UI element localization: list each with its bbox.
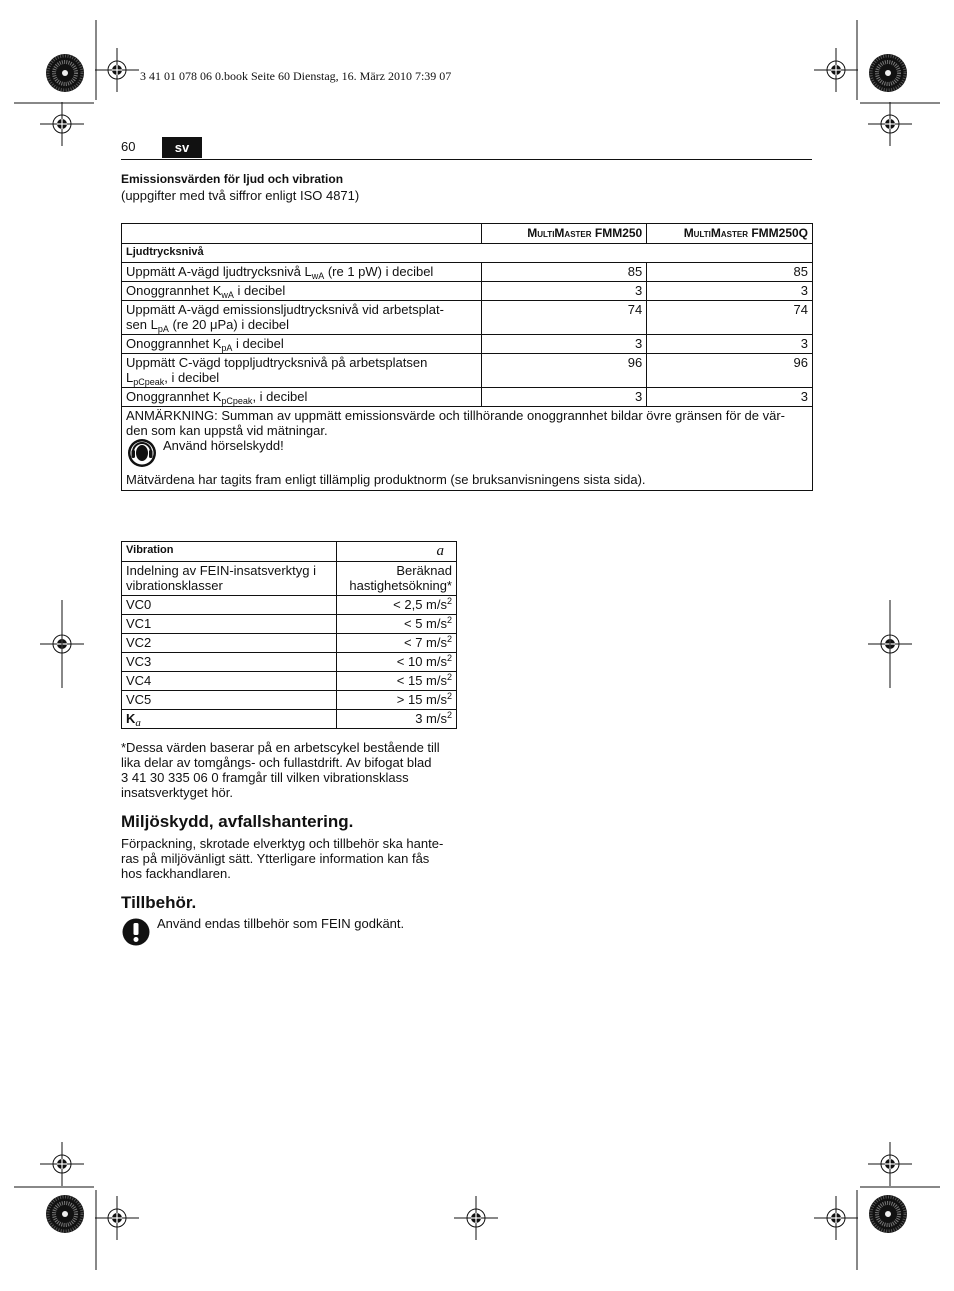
emission-title: Emissionsvärden för ljud och vibration [121,172,344,186]
section-row [122,244,813,263]
language-badge: sv [162,137,202,158]
table-row: VC3 < 10 $m/s^2$ [122,653,457,672]
table-row: Uppmätt A-vägd emissionsljudtrycksnivå vid arbetsplat- sen $L_{pA}$ (re 20 μPa) i decibel 74 74 [122,301,813,335]
note-line-1: ANMÄRKNING: Summan av uppmätt emissionsvärde och tillhörande onoggrannhet bildar övre gränsen för de vär- [126,408,785,423]
warning-exclamation-icon [122,918,150,946]
env-heading: Miljöskydd, avfallshantering. [121,812,354,831]
table-row: VC0 < 2,5 $m/s^2$ [122,596,457,615]
table-row: VC2 < 7 $m/s^2$ [122,634,457,653]
measured-values-note: Mätvärdena har tagits fram enligt tillämplig produktnorm (se bruksanvisningens sista sida). [126,472,646,487]
page-number: 60 [121,139,136,154]
vibration-footnote: *Dessa värden baserar på en arbetscykel bestående till lika delar av tomgångs- och fullastdrift. Av bifogat blad 3 41 30 335 06 0 framgår till vilken vibrationsklass insatsverktyget hör. [121,740,440,800]
table-row: Onoggrannhet $K_{pCpeak}$, i decibel 3 3 [122,388,813,407]
hearing-protection-icon [127,438,157,468]
table-row: Onoggrannhet $K_{wA}$ i decibel 3 3 [122,282,813,301]
emission-subtitle: (uppgifter med två siffror enligt ISO 4871) [121,188,360,203]
note-line-2: den som kan uppstå vid mätningar. [126,423,328,438]
emission-table [121,223,813,491]
table-row: Indelning av FEIN-insatsverktyg i vibrationsklasser Beräknad hastighetsökning* [122,562,457,596]
hearing-protection-text: Använd hörselskydd! [163,438,284,453]
env-text: Förpackning, skrotade elverktyg och tillbehör ska hante- ras på miljövänligt sätt. Ytterligare information kan fås hos fackhandlaren. [121,836,444,881]
table-row: Uppmätt A-vägd ljudtrycksnivå $L_{wA}$ (re 1 pW) i decibel 85 85 [122,263,813,282]
table-row: Onoggrannhet $K_{pA}$ i decibel 3 3 [122,335,813,354]
table-row: VC4 < 15 $m/s^2$ [122,672,457,691]
col-fmm250: MultiMaster FMM250 [482,224,647,244]
section-sound-pressure: Ljudtrycksnivå [122,244,813,263]
vibration-title: Vibration [122,542,337,562]
table-row: VC1 < 5 $m/s^2$ [122,615,457,634]
note-row [122,407,813,491]
col-fmm250q: MultiMaster FMM250Q [647,224,813,244]
table-row: VC5 > 15 $m/s^2$ [122,691,457,710]
table-row: Uppmätt C-vägd toppljudtrycksnivå på arbetsplatsen $L_{pCpeak}$, i decibel 96 96 [122,354,813,388]
header-rule [121,159,812,160]
table-header-row [122,224,813,244]
book-reference: 3 41 01 078 06 0.book Seite 60 Dienstag, 16. März 2010 7:39 07 [140,69,452,83]
accessories-text: Använd endas tillbehör som FEIN godkänt. [157,916,405,931]
accessories-heading: Tillbehör. [121,893,197,912]
table-row: $K_a$ 3 $m/s^2$ [122,710,457,729]
acceleration-symbol: a [436,543,444,559]
vibration-table [121,541,457,729]
table-header-row [122,542,457,562]
